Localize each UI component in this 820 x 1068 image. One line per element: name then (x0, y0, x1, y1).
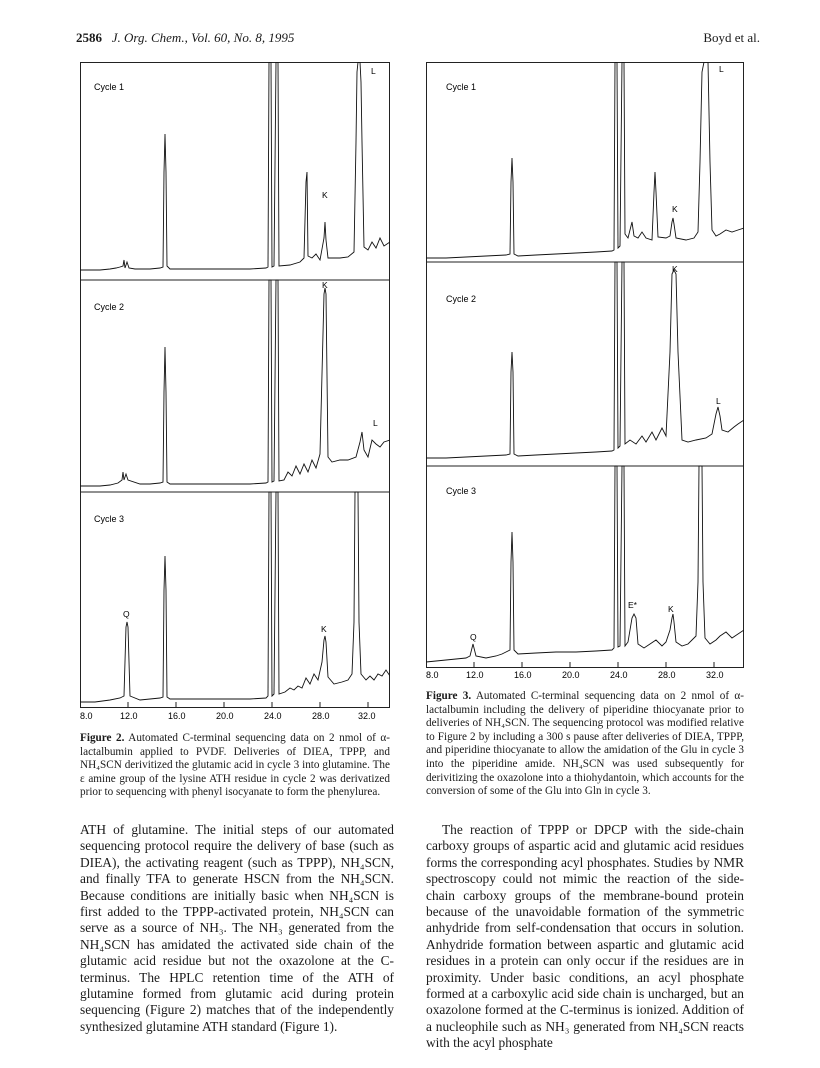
figure-2-caption-text: Automated C-terminal sequencing data on 2 nmol of α-lactalbumin applied to PVDF. Deliveries of DIEA, TPPP, and NH₄SCN derivitized the glutamic acid in cycle 3 into glutamine. The ε amine group of the lysine ATH residue in cycle 2 was derivatized prior to sequencing with phenyl isocyanate to form the phenylurea. (80, 732, 390, 799)
left-paragraph-1: ATH of glutamine. The initial steps of our automated sequencing protocol require the delivery of base (such as DIEA), the activating reagent (such as TPPP), NH₄SCN, and finally TFA to generate HSCN from the NH₄SCN. Because conditions are initially basic when NH₄SCN is first added to the TPPP-activated protein, NH₄SCN can serve as a source of NH₃. The NH₃ generated from the NH₄SCN has amidated the activated side chain of the glutamic acid residue but not the oxazolone at the C-terminus. The HPLC retention time of the ATH of glutamine formed from glutamic acid during protein sequencing (Figure 2) matches that of the independently synthesized glutamine ATH standard (Figure 1). (80, 822, 394, 1034)
fig2-tick-20: 20.0 (216, 711, 234, 721)
fig2-panel-1-peak-k: K (322, 190, 328, 200)
fig3-panel-1-label: Cycle 1 (446, 82, 477, 92)
fig2-panel-1-label: Cycle 1 (94, 82, 125, 92)
left-column-text (80, 822, 394, 1035)
fig2-trace-3 (80, 492, 390, 702)
fig2-tick-28: 28.0 (312, 711, 330, 721)
fig3-panel-3-peak-q: Q (470, 632, 477, 642)
fig2-panel-3-peak-q: Q (123, 609, 130, 619)
journal-citation: J. Org. Chem., Vol. 60, No. 8, 1995 (111, 30, 295, 45)
fig2-trace-1 (80, 62, 390, 270)
fig3-tick-28: 28.0 (658, 670, 676, 680)
fig3-panel-cycle-1 (426, 62, 744, 258)
figure-3-caption-label: Figure 3. (426, 690, 472, 702)
fig2-trace-2 (80, 280, 390, 486)
figure-3 (426, 62, 744, 682)
fig2-panel-3-label: Cycle 3 (94, 514, 125, 524)
fig2-panel-3-peak-k: K (321, 624, 327, 634)
fig2-panel-cycle-2 (80, 280, 390, 486)
fig3-panel-1-peak-k: K (672, 204, 678, 214)
fig2-panel-2-peak-l: L (373, 418, 378, 428)
fig2-tick-12: 12.0 (120, 711, 138, 721)
fig3-tick-24: 24.0 (610, 670, 628, 680)
page-number: 2586 (76, 30, 102, 45)
author-header: Boyd et al. (703, 30, 760, 45)
fig2-tick-24: 24.0 (264, 711, 282, 721)
fig2-panel-2-label: Cycle 2 (94, 302, 125, 312)
fig2-panel-cycle-3 (80, 492, 390, 702)
fig3-panel-3-peak-e-star: E* (628, 600, 637, 610)
figure-3-caption (426, 690, 744, 799)
fig3-panel-cycle-2 (426, 262, 744, 458)
fig2-tick-8: 8.0 (80, 711, 93, 721)
figure-3-caption-text: Automated C-terminal sequencing data on 2 nmol of α-lactalbumin including the delivery of piperidine thiocyanate prior to deliveries of NH₄SCN. The sequencing protocol was modified relative to Figure 2 by including a 300 s pause after deliveries of DIEA, TPPP, and piperidine thiocyanate to allow the amidation of the Glu in cycle 3 into the piperidine amide. NH₄SCN was used subsequently for derivitizing the oxazolone into a thiohydantoin, which accounts for the conversion of some of the Glu into Gln in cycle 3. (426, 690, 744, 798)
fig3-panel-2-peak-k: K (672, 264, 678, 274)
running-header (76, 30, 760, 48)
fig3-panel-2-label: Cycle 2 (446, 294, 477, 304)
fig2-tick-16: 16.0 (168, 711, 186, 721)
figure-3-chromatograms (426, 62, 744, 682)
right-paragraph-1: The reaction of TPPP or DPCP with the side-chain carboxy groups of aspartic acid and glutamic acid residues forms the corresponding acyl phosphates. Studies by NMR spectroscopy could not mimic the reaction of the side-chain carboxy groups of the membrane-bound protein because of the unavoidable formation of the symmetric anhydride from self-condensation that occurs in solution. Anhydride formation between aspartic and glutamic acid residues in a protein can only occur if the residues are in proximity. Under basic conditions, an acyl phosphate formed at a carboxylic acid side chain is uncharged, but an oxazolone formed at the C-terminus is ionized. Addition of a nucleophile such as NH₃ generated from NH₄SCN reacts with the acyl phosphate (426, 822, 744, 1051)
fig2-tick-32: 32.0 (358, 711, 376, 721)
figure-2-caption-label: Figure 2. (80, 732, 125, 744)
figure-2 (80, 62, 390, 722)
figure-2-caption (80, 732, 390, 800)
fig3-tick-12: 12.0 (466, 670, 484, 680)
right-column-text (426, 822, 744, 1052)
fig3-panel-3-label: Cycle 3 (446, 486, 477, 496)
fig3-trace-2 (426, 262, 744, 458)
fig2-panel-2-peak-k: K (322, 280, 328, 290)
fig3-tick-20: 20.0 (562, 670, 580, 680)
figure-2-chromatograms (80, 62, 390, 722)
fig2-panel-cycle-1 (80, 62, 390, 270)
fig3-panel-3-peak-k: K (668, 604, 674, 614)
fig3-tick-16: 16.0 (514, 670, 532, 680)
fig3-panel-1-peak-l: L (719, 64, 724, 74)
fig3-tick-32: 32.0 (706, 670, 724, 680)
fig3-tick-8: 8.0 (426, 670, 439, 680)
fig3-panel-2-peak-l: L (716, 396, 721, 406)
fig3-panel-cycle-3 (426, 466, 744, 662)
fig2-panel-1-peak-l: L (371, 66, 376, 76)
